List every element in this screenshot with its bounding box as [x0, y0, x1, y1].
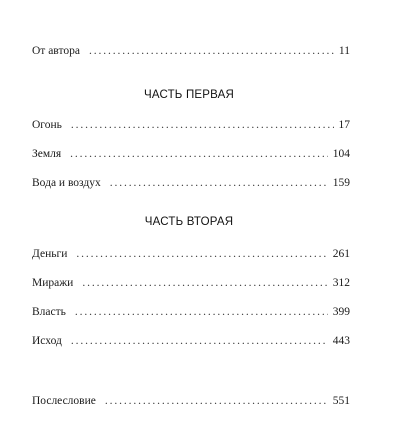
toc-entry-fire[interactable]	[32, 116, 350, 134]
toc-entry-page-number: 159	[332, 177, 350, 189]
toc-entry-page-number: 17	[338, 119, 350, 131]
dot-leader	[71, 332, 328, 350]
toc-entry-title: Исход	[32, 335, 62, 347]
dot-leader	[70, 145, 328, 163]
toc-entry-water-and-air[interactable]	[32, 174, 350, 192]
toc-entry-title: Деньги	[32, 248, 68, 260]
toc-entry-power[interactable]	[32, 303, 350, 321]
toc-entry-title: Послесловие	[32, 395, 96, 407]
toc-entry-title: Огонь	[32, 119, 62, 131]
toc-entry-mirages[interactable]	[32, 274, 350, 292]
toc-entry-afterword[interactable]	[32, 392, 350, 410]
dot-leader	[71, 116, 334, 134]
toc-entry-page-number: 261	[332, 248, 350, 260]
part-one-heading: ЧАСТЬ ПЕРВАЯ	[143, 89, 235, 101]
dot-leader	[105, 392, 328, 410]
dot-leader	[76, 245, 327, 263]
toc-entry-intro[interactable]	[32, 42, 350, 60]
toc-entry-exodus[interactable]	[32, 332, 350, 350]
dot-leader	[82, 274, 327, 292]
toc-entry-page-number: 104	[332, 148, 350, 160]
dot-leader	[75, 303, 328, 321]
toc-entry-title: Миражи	[32, 277, 74, 289]
dot-leader	[89, 42, 334, 60]
toc-entry-page-number: 11	[338, 45, 350, 57]
toc-entry-page-number: 551	[332, 395, 350, 407]
toc-entry-money[interactable]	[32, 245, 350, 263]
toc-entry-page-number: 399	[332, 306, 350, 318]
dot-leader	[110, 174, 328, 192]
part-two-heading: ЧАСТЬ ВТОРАЯ	[144, 216, 234, 228]
toc-entry-title: Власть	[32, 306, 66, 318]
toc-entry-page-number: 312	[332, 277, 350, 289]
toc-entry-title: От автора	[32, 45, 80, 57]
toc-entry-page-number: 443	[332, 335, 350, 347]
toc-entry-earth[interactable]	[32, 145, 350, 163]
toc-entry-title: Вода и воздух	[32, 177, 101, 189]
toc-entry-title: Земля	[32, 148, 62, 160]
